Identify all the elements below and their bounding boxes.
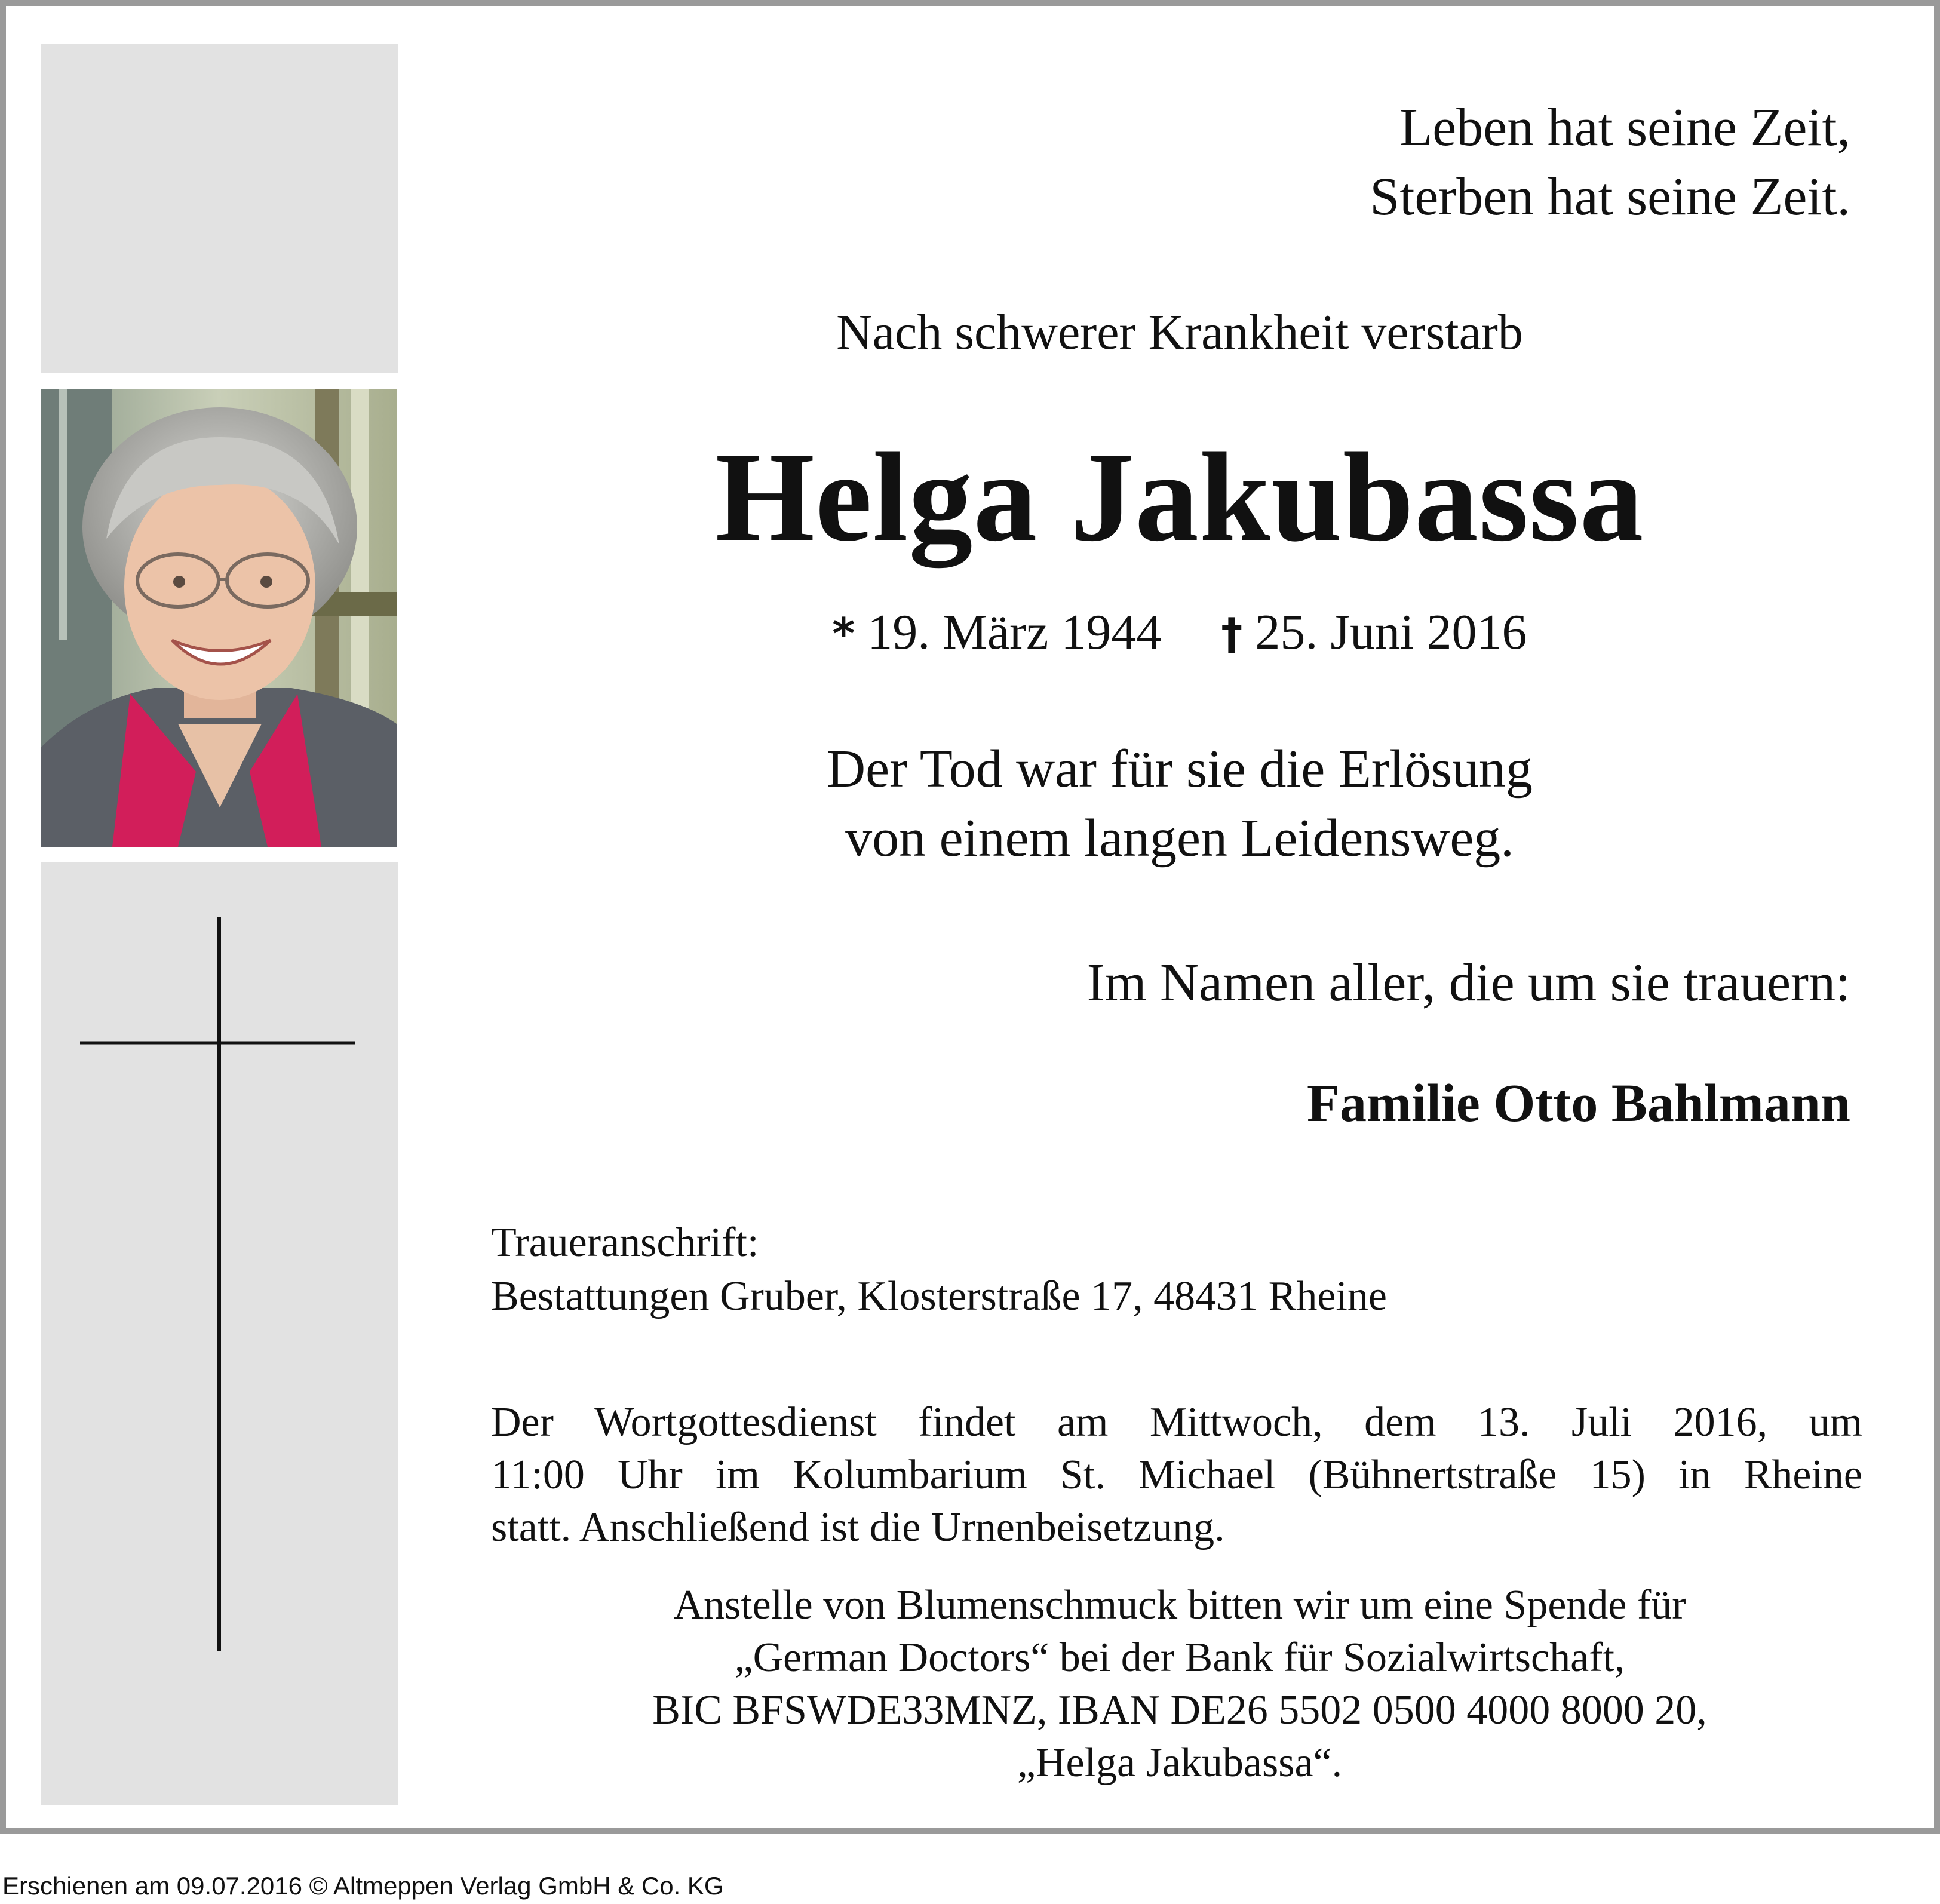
service-info — [491, 1396, 1862, 1554]
birth-date: 19. März 1944 — [867, 604, 1162, 660]
life-dates — [424, 603, 1935, 661]
motto-line-2: Sterben hat seine Zeit. — [1370, 167, 1850, 226]
quote — [424, 735, 1935, 873]
service-line-3: statt. Anschließend ist die Urnenbeisetzung. — [491, 1504, 1225, 1550]
quote-line-1: Der Tod war für sie die Erlösung — [827, 739, 1533, 799]
deceased-name: Helga Jakubassa — [715, 426, 1644, 568]
portrait-photo — [41, 389, 397, 847]
donation-line-1: Anstelle von Blumenschmuck bitten wir um eine Spende für — [673, 1582, 1686, 1628]
address-value: Bestattungen Gruber, Klosterstraße 17, 48431 Rheine — [491, 1273, 1387, 1319]
donation-line-2: „German Doctors“ bei der Bank für Sozialwirtschaft, — [734, 1635, 1625, 1681]
side-panel-bottom — [41, 862, 398, 1805]
death-cross-icon: † — [1221, 609, 1243, 659]
mourning-address — [491, 1216, 1387, 1323]
family-signature: Familie Otto Bahlmann — [1306, 1074, 1850, 1133]
publication-footer: Erschienen am 09.07.2016 © Altmeppen Verlag GmbH & Co. KG — [2, 1872, 724, 1900]
intro-text: Nach schwerer Krankheit verstarb — [836, 305, 1523, 360]
cross-icon — [41, 862, 398, 1805]
quote-line-2: von einem langen Leidensweg. — [845, 809, 1514, 868]
address-label: Traueranschrift: — [491, 1220, 759, 1266]
side-panel-top — [41, 44, 398, 373]
birth-star-icon: * — [832, 609, 855, 659]
death-date: 25. Juni 2016 — [1255, 604, 1527, 660]
service-line-2: 11:00 Uhr im Kolumbarium St. Michael (Bühnertstraße 15) in Rheine — [491, 1452, 1862, 1498]
donation-line-4: „Helga Jakubassa“. — [1017, 1740, 1343, 1786]
mourners-intro: Im Namen aller, die um sie trauern: — [1086, 953, 1850, 1012]
donation-line-3: BIC BFSWDE33MNZ, IBAN DE26 5502 0500 4000 8000 20, — [652, 1687, 1707, 1733]
service-line-1: Der Wortgottesdienst findet am Mittwoch, dem 13. Juli 2016, um — [491, 1399, 1862, 1445]
motto-line-1: Leben hat seine Zeit, — [1399, 98, 1850, 157]
donation-info — [424, 1579, 1935, 1789]
portrait-image — [41, 389, 397, 847]
